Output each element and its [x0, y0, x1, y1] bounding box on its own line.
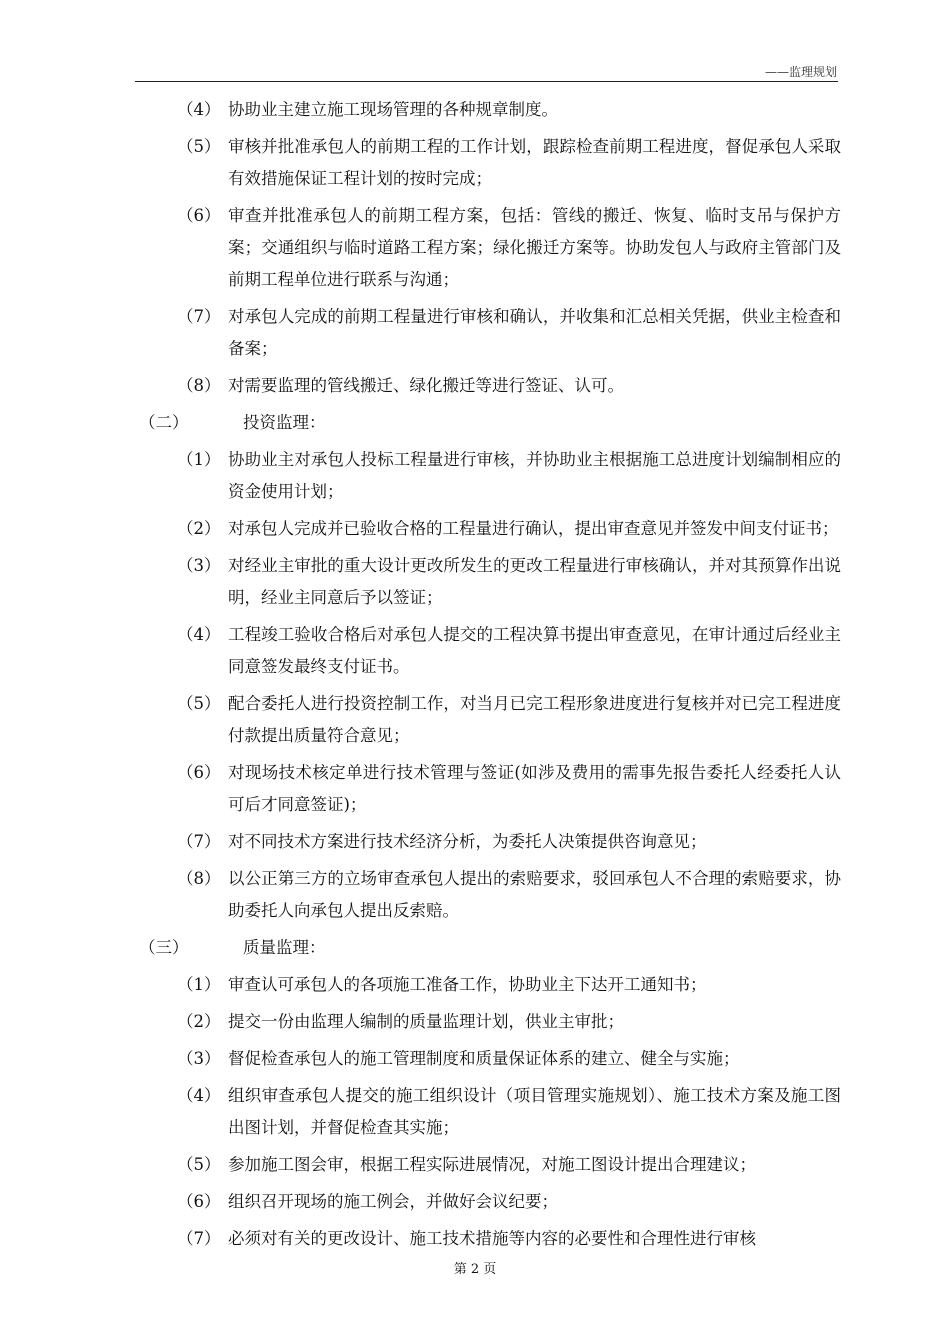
- item-text: 对经业主审批的重大设计更改所发生的更改工程量进行审核确认，并对其预算作出说明，经业主同意后予以签证；: [228, 556, 841, 607]
- item-text: 对不同技术方案进行技术经济分析，为委托人决策提供咨询意见；: [228, 832, 707, 851]
- item-text: 审核并批准承包人的前期工程的工作计划，跟踪检查前期工程进度，督促承包人采取有效措施保证工程计划的按时完成；: [228, 137, 841, 188]
- section-heading-investment: [0, 407, 950, 439]
- list-item: [0, 619, 950, 683]
- section-title: 投资监理：: [243, 413, 326, 432]
- running-header: ——监理规划: [764, 65, 837, 79]
- document-body: [0, 94, 950, 1260]
- item-text: 督促检查承包人的施工管理制度和质量保证体系的建立、健全与实施；: [228, 1049, 740, 1068]
- item-number: （2）: [177, 519, 221, 538]
- list-item: [0, 1186, 950, 1218]
- item-text: 审查认可承包人的各项施工准备工作，协助业主下达开工通知书；: [228, 975, 707, 994]
- list-item: [0, 1080, 950, 1144]
- item-number: （8）: [177, 869, 221, 888]
- item-text: 配合委托人进行投资控制工作，对当月已完工程形象进度进行复核并对已完工程进度付款提出质量符合意见；: [228, 694, 841, 745]
- section-number: （二）: [139, 413, 189, 432]
- item-text: 对现场技术核定单进行技术管理与签证(如涉及费用的需事先报告委托人经委托人认可后才同意签证)；: [228, 763, 841, 814]
- list-item: [0, 200, 950, 296]
- list-item: [0, 1043, 950, 1075]
- item-text: 协助业主对承包人投标工程量进行审核，并协助业主根据施工总进度计划编制相应的资金使用计划；: [228, 450, 841, 501]
- item-text: 工程竣工验收合格后对承包人提交的工程决算书提出审查意见，在审计通过后经业主同意签发最终支付证书。: [228, 625, 841, 676]
- item-number: （3）: [177, 1049, 221, 1068]
- item-number: （5）: [177, 694, 221, 713]
- list-item: [0, 1006, 950, 1038]
- item-text: 对承包人完成的前期工程量进行审核和确认，并收集和汇总相关凭据，供业主检查和备案；: [228, 307, 841, 358]
- item-number: （5）: [177, 1155, 221, 1174]
- list-item: [0, 444, 950, 508]
- item-text: 组织审查承包人提交的施工组织设计（项目管理实施规划）、施工技术方案及施工图出图计划，并督促检查其实施；: [228, 1086, 841, 1137]
- list-item: [0, 826, 950, 858]
- item-text: 对需要监理的管线搬迁、绿化搬迁等进行签证、认可。: [228, 376, 624, 395]
- item-text: 协助业主建立施工现场管理的各种规章制度。: [228, 100, 558, 119]
- item-number: （7）: [177, 307, 221, 326]
- item-number: （5）: [177, 137, 221, 156]
- item-number: （3）: [177, 556, 221, 575]
- item-number: （1）: [177, 975, 221, 994]
- list-item: [0, 863, 950, 927]
- section-title: 质量监理：: [243, 938, 326, 957]
- section-number: （三）: [139, 938, 189, 957]
- item-number: （1）: [177, 450, 221, 469]
- item-number: （6）: [177, 206, 221, 225]
- item-text: 以公正第三方的立场审查承包人提出的索赔要求，驳回承包人不合理的索赔要求，协助委托人向承包人提出反索赔。: [228, 869, 841, 920]
- item-number: （6）: [177, 763, 221, 782]
- item-text: 审查并批准承包人的前期工程方案，包括：管线的搬迁、恢复、临时支吊与保护方案；交通组织与临时道路工程方案；绿化搬迁方案等。协助发包人与政府主管部门及前期工程单位进行联系与沟通；: [228, 206, 841, 289]
- item-number: （7）: [177, 832, 221, 851]
- item-number: （7）: [177, 1229, 221, 1248]
- list-item: [0, 1149, 950, 1181]
- item-number: （6）: [177, 1192, 221, 1211]
- list-item: [0, 688, 950, 752]
- list-item: [0, 757, 950, 821]
- item-text: 组织召开现场的施工例会，并做好会议纪要；: [228, 1192, 558, 1211]
- item-text: 提交一份由监理人编制的质量监理计划，供业主审批；: [228, 1012, 624, 1031]
- item-number: （4）: [177, 100, 221, 119]
- list-item: [0, 370, 950, 402]
- item-text: 必须对有关的更改设计、施工技术措施等内容的必要性和合理性进行审核: [228, 1229, 756, 1248]
- item-text: 对承包人完成并已验收合格的工程量进行确认，提出审查意见并签发中间支付证书；: [228, 519, 839, 538]
- item-number: （8）: [177, 376, 221, 395]
- list-item: [0, 94, 950, 126]
- item-text: 参加施工图会审，根据工程实际进展情况，对施工图设计提出合理建议；: [228, 1155, 756, 1174]
- page-number: 第 2 页: [453, 1262, 497, 1277]
- list-item: [0, 969, 950, 1001]
- section-heading-quality: [0, 932, 950, 964]
- list-item: [0, 550, 950, 614]
- list-item: [0, 1223, 950, 1255]
- list-item: [0, 301, 950, 365]
- item-number: （2）: [177, 1012, 221, 1031]
- item-number: （4）: [177, 1086, 221, 1105]
- list-item: [0, 131, 950, 195]
- header-rule: [135, 81, 838, 82]
- list-item: [0, 513, 950, 545]
- item-number: （4）: [177, 625, 221, 644]
